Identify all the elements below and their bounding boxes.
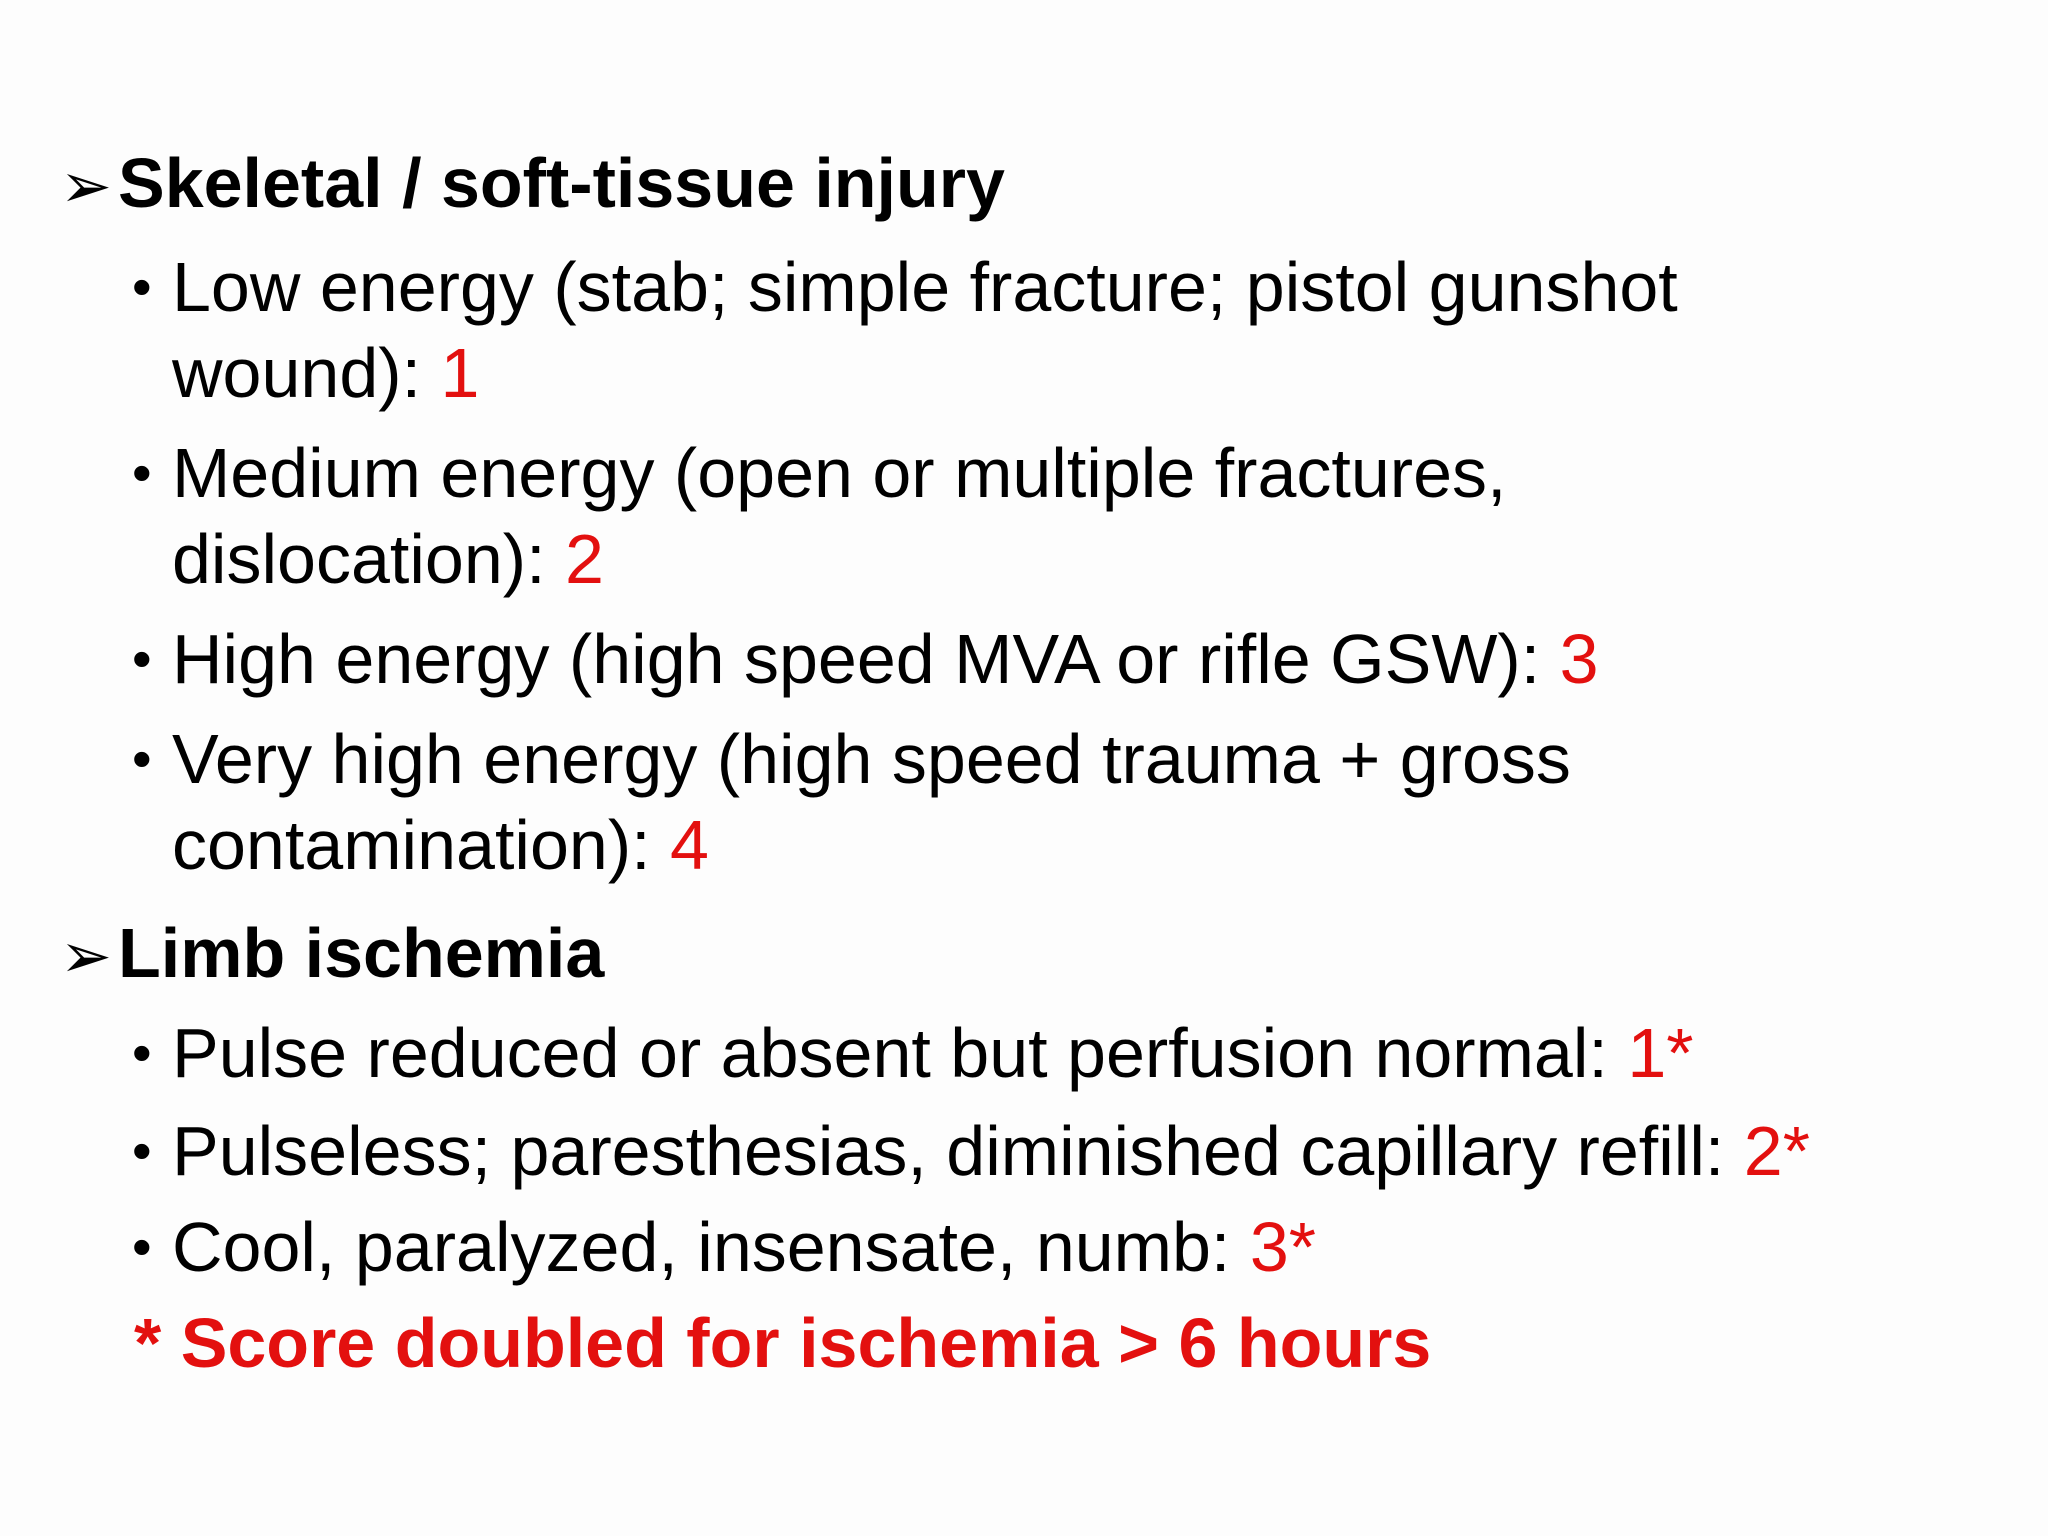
item-score: 2* xyxy=(1743,1112,1810,1190)
item-description: High energy (high speed MVA or rifle GSW): xyxy=(172,620,1560,698)
list-item xyxy=(132,1204,2012,1290)
list-item xyxy=(132,1010,2012,1096)
arrow-bullet-icon: ➢ xyxy=(60,922,112,991)
bullet-dot-icon: • xyxy=(132,1021,152,1084)
list-item xyxy=(132,244,2012,416)
list-item-text xyxy=(172,716,1672,888)
item-description: Cool, paralyzed, insensate, numb: xyxy=(172,1208,1250,1286)
item-score: 3* xyxy=(1249,1208,1316,1286)
bullet-dot-icon: • xyxy=(132,1119,152,1182)
item-description: Very high energy (high speed trauma + gross contamination): xyxy=(172,720,1571,884)
bullet-dot-icon: • xyxy=(132,627,152,690)
arrow-bullet-icon: ➢ xyxy=(60,152,112,221)
section-heading-ischemia xyxy=(60,914,605,992)
item-description: Medium energy (open or multiple fractures, dislocation): xyxy=(172,434,1507,598)
list-item-text xyxy=(172,1108,2012,1194)
list-item xyxy=(132,716,2012,888)
section-heading-text: Skeletal / soft-tissue injury xyxy=(118,144,1005,222)
list-item xyxy=(132,616,2012,702)
list-item-text xyxy=(172,1010,1972,1096)
bullet-dot-icon: • xyxy=(132,727,152,790)
list-item-text xyxy=(172,430,1732,602)
section-heading-text: Limb ischemia xyxy=(118,914,605,992)
list-item-text xyxy=(172,244,1872,416)
item-score: 3 xyxy=(1559,620,1599,698)
bullet-dot-icon: • xyxy=(132,441,152,504)
bullet-dot-icon: • xyxy=(132,255,152,318)
item-score: 4 xyxy=(670,806,709,884)
list-item-text xyxy=(172,1204,1972,1290)
list-item xyxy=(132,1108,2012,1194)
item-score: 2 xyxy=(564,520,604,598)
item-score: 1 xyxy=(440,334,480,412)
section-heading-skeletal xyxy=(60,144,1005,222)
item-description: Pulseless; paresthesias, diminished capillary refill: xyxy=(172,1112,1744,1190)
item-description: Pulse reduced or absent but perfusion normal: xyxy=(172,1014,1628,1092)
bullet-dot-icon: • xyxy=(132,1215,152,1278)
item-description: Low energy (stab; simple fracture; pistol gunshot wound): xyxy=(172,248,1678,412)
item-score: 1* xyxy=(1627,1014,1694,1092)
footnote: * Score doubled for ischemia > 6 hours xyxy=(134,1304,1432,1382)
list-item-text xyxy=(172,616,1972,702)
list-item xyxy=(132,430,2012,602)
